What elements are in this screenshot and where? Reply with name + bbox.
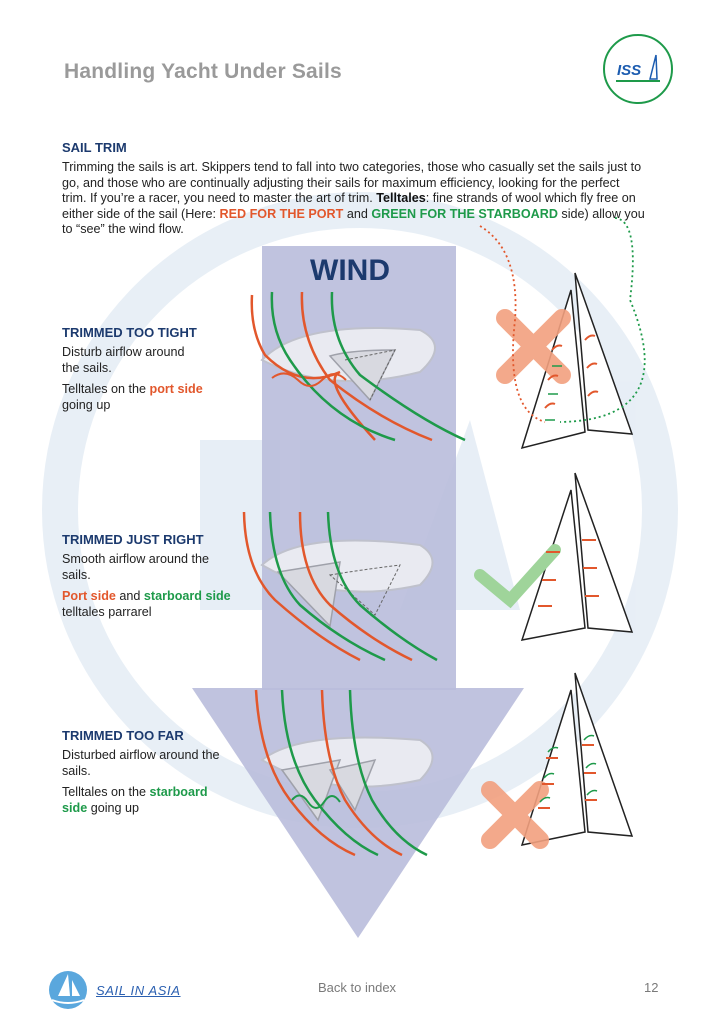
stage-text-just-right [62,552,252,626]
sail-in-asia-logo [49,971,87,1009]
stage-desc: Smooth airflow around the sails. [62,552,210,582]
back-to-index-link[interactable]: Back to index [318,980,397,995]
intro-text-1: Trimming the sails is art. Skippers tend to fall into two categories, those who casually set the sails just to go, and those who are continually adjusting their sails for maximum efficiency, looking for the perfect trim. If you’re a racer, you need to master the art of trim. [62,160,642,205]
stage-title-too-tight: TRIMMED TOO TIGHT [62,325,197,340]
telltales-term: Telltales [376,191,426,205]
iss-logo-text: ISS [617,62,642,79]
intro-text-2: : fine strands of wool which fly free on either side of the sail (Here: [62,191,636,221]
page-number: 12 [644,980,659,995]
section-heading: SAIL TRIM [62,140,127,155]
intro-text-3: side) allow you to “see” the wind flow. [62,206,645,236]
stage-title-too-far: TRIMMED TOO FAR [62,728,184,743]
stage-telltale-note: Telltales on the starboard side going up [62,785,208,815]
page-title: Handling Yacht Under Sails [64,60,342,83]
intro-paragraph [62,160,647,238]
stage-text-too-tight [62,345,252,419]
iss-logo [602,33,674,105]
stage-desc: Disturbed airflow around the sails. [62,748,220,778]
stage-telltale-note: Port side and starboard side telltales parrarel [62,589,231,619]
stage-desc: Disturb airflow around the sails. [62,345,185,375]
wind-label: WIND [310,254,390,287]
stage-text-too-far [62,748,252,822]
green-starboard-text: GREEN FOR THE STARBOARD [371,206,558,221]
red-port-text: RED FOR THE PORT [219,206,344,221]
footer-brand[interactable]: SAIL IN ASIA [96,983,181,998]
stage-title-just-right: TRIMMED JUST RIGHT [62,532,204,547]
intro-text-and: and [343,206,372,221]
stage-telltale-note: Telltales on the port side going up [62,382,203,412]
